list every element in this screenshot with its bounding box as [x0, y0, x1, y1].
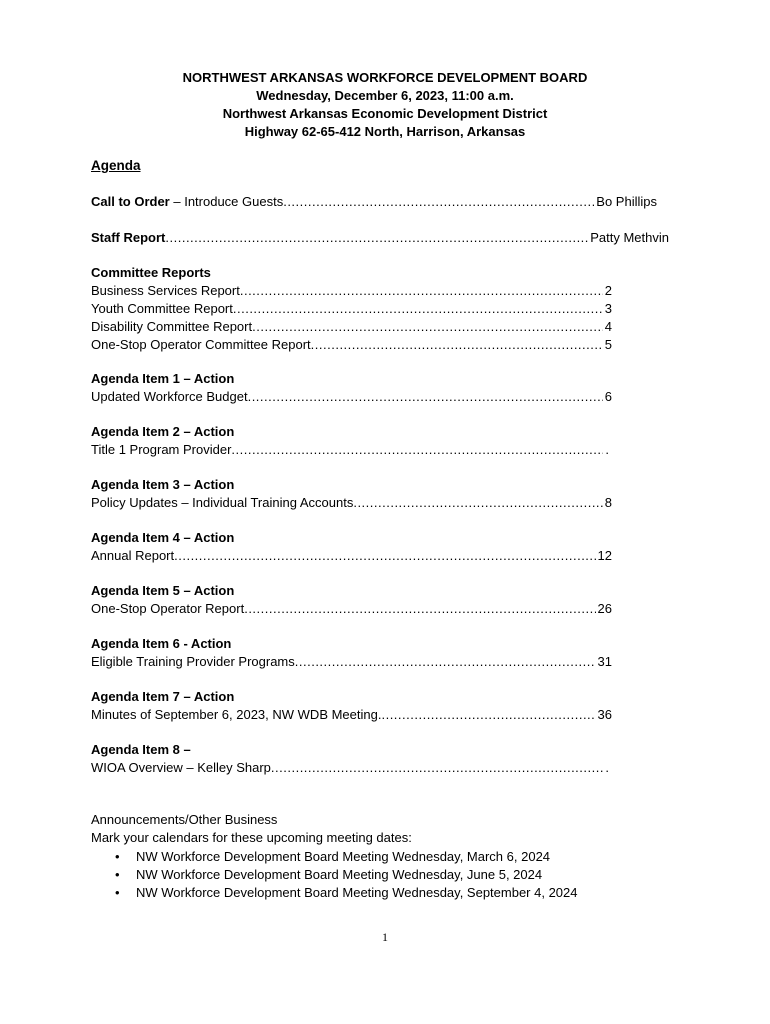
- agenda-heading: Agenda: [91, 158, 141, 173]
- list-item: • NW Workforce Development Board Meeting Wednesday, September 4, 2024: [91, 884, 578, 902]
- call-to-order-line: [91, 193, 657, 211]
- agenda-item-3-line: Policy Updates – Individual Training Accounts ..... 8: [91, 494, 612, 512]
- meeting-dates-list: [91, 848, 578, 902]
- agenda-item-2-line: Title 1 Program Provider ..... .: [91, 441, 609, 459]
- list-item: • NW Workforce Development Board Meeting Wednesday, March 6, 2024: [91, 848, 578, 866]
- agenda-item-8-line: WIOA Overview – Kelley Sharp ..... .: [91, 759, 609, 777]
- page-ref: 4: [604, 319, 612, 334]
- page-ref: 31: [597, 654, 612, 669]
- committee-report-item: Business Services Report ..... 2: [91, 282, 612, 300]
- committee-reports-heading: Committee Reports: [91, 265, 211, 280]
- page-ref: 6: [604, 389, 612, 404]
- agenda-item-7-line: Minutes of September 6, 2023, NW WDB Meeting. ..... 36: [91, 706, 612, 724]
- page-ref: 26: [597, 601, 612, 616]
- staff-report-presenter: Patty Methvin: [590, 230, 669, 245]
- calendar-intro: Mark your calendars for these upcoming meeting dates:: [91, 830, 412, 845]
- agenda-item-4-line: Annual Report ..... 12: [91, 547, 612, 565]
- page-ref: 8: [604, 495, 612, 510]
- page-number: 1: [382, 930, 388, 944]
- page-ref: 12: [597, 548, 612, 563]
- agenda-item-5-heading: Agenda Item 5 – Action: [91, 583, 235, 598]
- leader-dots: [283, 193, 594, 211]
- agenda-item-6-heading: Agenda Item 6 - Action: [91, 636, 232, 651]
- staff-report-label: Staff Report: [91, 230, 166, 245]
- page-ref: .: [605, 760, 609, 775]
- agenda-item-1-heading: Agenda Item 1 – Action: [91, 371, 235, 386]
- agenda-item-5-line: One-Stop Operator Report ..... 26: [91, 600, 612, 618]
- agenda-item-4-heading: Agenda Item 4 – Action: [91, 530, 235, 545]
- document-header: [0, 69, 770, 141]
- page-ref: 3: [604, 301, 612, 316]
- agenda-item-7-heading: Agenda Item 7 – Action: [91, 689, 235, 704]
- meeting-date: Wednesday, December 6, 2023, 11:00 a.m.: [256, 88, 514, 103]
- list-item: • NW Workforce Development Board Meeting Wednesday, June 5, 2024: [91, 866, 578, 884]
- host-organization: Northwest Arkansas Economic Development District: [222, 106, 548, 121]
- committee-report-item: Disability Committee Report ..... 4: [91, 318, 612, 336]
- committee-report-item: One-Stop Operator Committee Report ..... 5: [91, 336, 612, 354]
- agenda-item-8-heading: Agenda Item 8 –: [91, 742, 191, 757]
- page-ref: 2: [604, 283, 612, 298]
- call-to-order-label: Call to Order: [91, 194, 170, 209]
- page-ref: 36: [597, 707, 612, 722]
- board-name: NORTHWEST ARKANSAS WORKFORCE DEVELOPMENT BOARD: [182, 70, 588, 85]
- agenda-item-3-heading: Agenda Item 3 – Action: [91, 477, 235, 492]
- announcements-heading: Announcements/Other Business: [91, 812, 278, 827]
- page-ref: 5: [604, 337, 612, 352]
- agenda-item-1-line: Updated Workforce Budget ..... 6: [91, 388, 612, 406]
- call-to-order-presenter: Bo Phillips: [596, 194, 657, 209]
- call-to-order-description: – Introduce Guests: [169, 194, 284, 209]
- page-ref: .: [605, 442, 609, 457]
- agenda-item-6-line: Eligible Training Provider Programs ..... 31: [91, 653, 612, 671]
- committee-report-item: Youth Committee Report ..... 3: [91, 300, 612, 318]
- staff-report-line: [91, 229, 669, 247]
- agenda-item-2-heading: Agenda Item 2 – Action: [91, 424, 235, 439]
- meeting-address: Highway 62-65-412 North, Harrison, Arkansas: [244, 124, 526, 139]
- leader-dots: [165, 229, 588, 247]
